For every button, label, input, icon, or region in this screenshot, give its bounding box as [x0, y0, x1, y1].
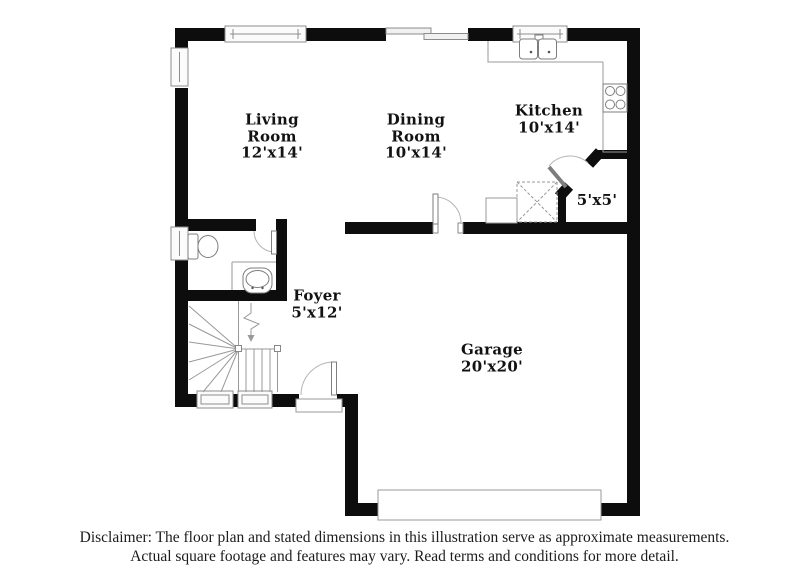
stove-icon — [603, 84, 627, 112]
window-icon — [197, 391, 233, 408]
room-label-dining-room — [379, 111, 453, 161]
garage-door-icon — [378, 490, 601, 520]
sliding-door-icon — [386, 28, 468, 40]
window-icon — [171, 227, 188, 260]
vanity-sink-icon — [232, 262, 276, 293]
room-label-kitchen — [515, 103, 583, 136]
disclaimer-line-1: Disclaimer: The floor plan and stated dimensions in this illustration serve as approximate measurements. — [79, 529, 730, 546]
water-heater-icon — [517, 182, 557, 222]
room-label-garage — [461, 342, 523, 375]
room-dims: 10'x14' — [518, 118, 580, 136]
room-dims: 20'x20' — [461, 357, 523, 375]
window-icon — [225, 26, 306, 42]
room-name: Living Room — [245, 110, 299, 145]
interior-door-icon — [254, 231, 277, 254]
room-name: Garage — [461, 340, 523, 359]
front-door-icon — [296, 362, 342, 412]
stairs-icon — [189, 301, 281, 392]
room-label-closet — [577, 192, 618, 209]
room-name: Kitchen — [514, 101, 584, 120]
garage-entry-door-icon — [433, 194, 463, 233]
room-dims: 5'x5' — [576, 190, 618, 209]
refrigerator-icon — [486, 198, 517, 223]
disclaimer-line-2: Actual square footage and features may vary. Read terms and conditions for more detail. — [130, 547, 679, 565]
room-label-living-room — [235, 111, 309, 161]
kitchen-sink-icon — [520, 35, 557, 59]
room-dims: 5'x12' — [291, 303, 343, 321]
window-icon — [238, 391, 272, 408]
toilet-icon — [188, 234, 218, 259]
room-name: Foyer — [293, 286, 341, 305]
disclaimer — [0, 529, 809, 566]
room-dims: 12'x14' — [241, 143, 303, 162]
room-name: Dining Room — [386, 110, 446, 145]
window-icon — [171, 48, 188, 86]
room-label-foyer — [291, 288, 342, 321]
room-dims: 10'x14' — [385, 143, 447, 162]
